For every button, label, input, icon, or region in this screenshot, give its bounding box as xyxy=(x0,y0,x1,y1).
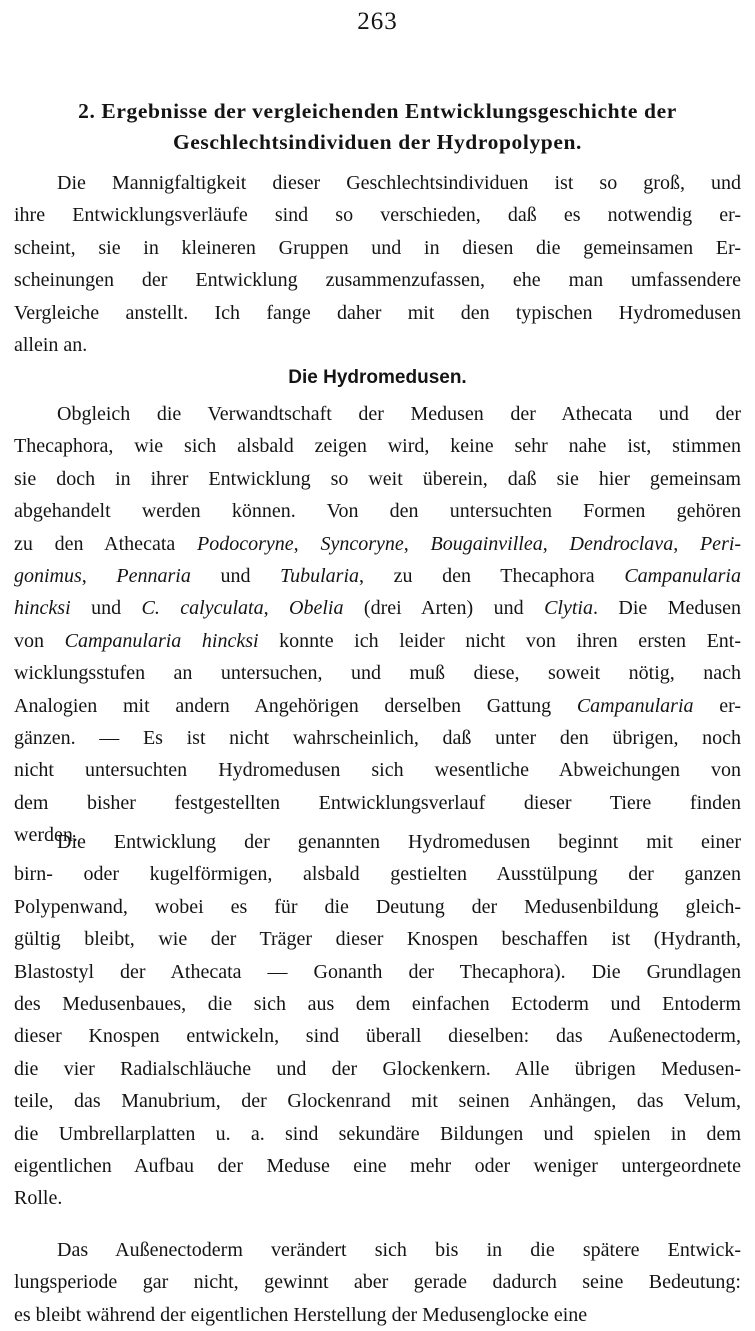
paragraph-line: sie doch in ihrer Entwicklung so weit überein, daß sie hier gemeinsam xyxy=(14,467,741,490)
paragraph-line: gonimus, Pennaria und Tubularia, zu den Thecaphora Campanularia xyxy=(14,565,741,587)
paragraph-line: hincksi und C. calyculata, Obelia (drei Arten) und Clytia. Die Medusen xyxy=(14,597,741,620)
paragraph-line: Vergleiche anstellt. Ich fange daher mit den typischen Hydromedusen xyxy=(14,301,741,324)
paragraph-line: die vier Radialschläuche und der Glockenkern. Alle übrigen Medusen- xyxy=(14,1057,741,1080)
paragraph-line: die Umbrellarplatten u. a. sind sekundäre Bildungen und spielen in dem xyxy=(14,1122,741,1145)
paragraph-line: gültig bleibt, wie der Träger dieser Knospen beschaffen ist (Hydranth, xyxy=(14,928,741,951)
paragraph-line: wicklungsstufen an untersuchen, und muß diese, soweit nötig, nach xyxy=(14,662,741,685)
paragraph-line: birn- oder kugelförmigen, alsbald gestielten Ausstülpung der ganzen xyxy=(14,863,741,886)
paragraph-line: Die Mannigfaltigkeit dieser Geschlechtsindividuen ist so groß, und xyxy=(57,172,741,194)
paragraph-line: dem bisher festgestellten Entwicklungsverlauf dieser Tiere finden xyxy=(14,791,741,814)
paragraph-line: Blastostyl der Athecata — Gonanth der Thecaphora). Die Grundlagen xyxy=(14,960,741,983)
paragraph-line: Das Außenectoderm verändert sich bis in die spätere Entwick- xyxy=(57,1239,741,1261)
paragraph-line: des Medusenbaues, die sich aus dem einfachen Ectoderm und Entoderm xyxy=(14,993,741,1015)
paragraph-line: allein an. xyxy=(14,334,88,356)
page-number: 263 xyxy=(357,8,398,35)
paragraph-line: Thecaphora, wie sich alsbald zeigen wird, keine sehr nahe ist, stimmen xyxy=(14,435,741,458)
paragraph-line: lungsperiode gar nicht, gewinnt aber gerade dadurch seine Bedeutung: xyxy=(14,1271,741,1294)
paragraph-line: dieser Knospen entwickeln, sind überall dieselben: das Außenectoderm, xyxy=(14,1025,741,1048)
paragraph-line: gänzen. — Es ist nicht wahrscheinlich, daß unter den übrigen, noch xyxy=(14,727,741,749)
paragraph-line: werden. xyxy=(14,824,78,847)
paragraph-line: Rolle. xyxy=(14,1187,63,1210)
paragraph-line: scheinungen der Entwicklung zusammenzufassen, ehe man umfassendere xyxy=(14,269,741,292)
paragraph-line: scheint, sie in kleineren Gruppen und in diesen die gemeinsamen Er- xyxy=(14,236,741,259)
subheading: Die Hydromedusen. xyxy=(288,367,467,388)
section-title-line: Geschlechtsindividuen der Hydropolypen. xyxy=(172,130,583,154)
paragraph-line: teile, das Manubrium, der Glockenrand mit seinen Anhängen, das Velum, xyxy=(14,1090,741,1113)
paragraph-line: zu den Athecata Podocoryne, Syncoryne, Bougainvillea, Dendroclava, Peri- xyxy=(14,532,741,555)
paragraph-line: Polypenwand, wobei es für die Deutung der Medusenbildung gleich- xyxy=(14,895,741,918)
paragraph-line: es bleibt während der eigentlichen Herstellung der Medusenglocke eine xyxy=(14,1303,588,1326)
paragraph-line: eigentlichen Aufbau der Meduse eine mehr oder weniger untergeordnete xyxy=(14,1155,741,1177)
section-title-line: 2. Ergebnisse der vergleichenden Entwicklungsgeschichte der xyxy=(78,99,677,123)
paragraph-line: nicht untersuchten Hydromedusen sich wesentliche Abweichungen von xyxy=(14,759,741,782)
section-title xyxy=(14,96,741,158)
paragraph-line: Obgleich die Verwandtschaft der Medusen der Athecata und der xyxy=(57,403,741,425)
paragraph-line: abgehandelt werden können. Von den untersuchten Formen gehören xyxy=(14,500,741,523)
paragraph-line: von Campanularia hincksi konnte ich leider nicht von ihren ersten Ent- xyxy=(14,629,741,652)
paragraph-line: ihre Entwicklungsverläufe sind so verschieden, daß es notwendig er- xyxy=(14,204,741,227)
paragraph-line: Die Entwicklung der genannten Hydromedusen beginnt mit einer xyxy=(57,831,741,853)
paragraph-line: Analogien mit andern Angehörigen derselben Gattung Campanularia er- xyxy=(14,694,741,717)
